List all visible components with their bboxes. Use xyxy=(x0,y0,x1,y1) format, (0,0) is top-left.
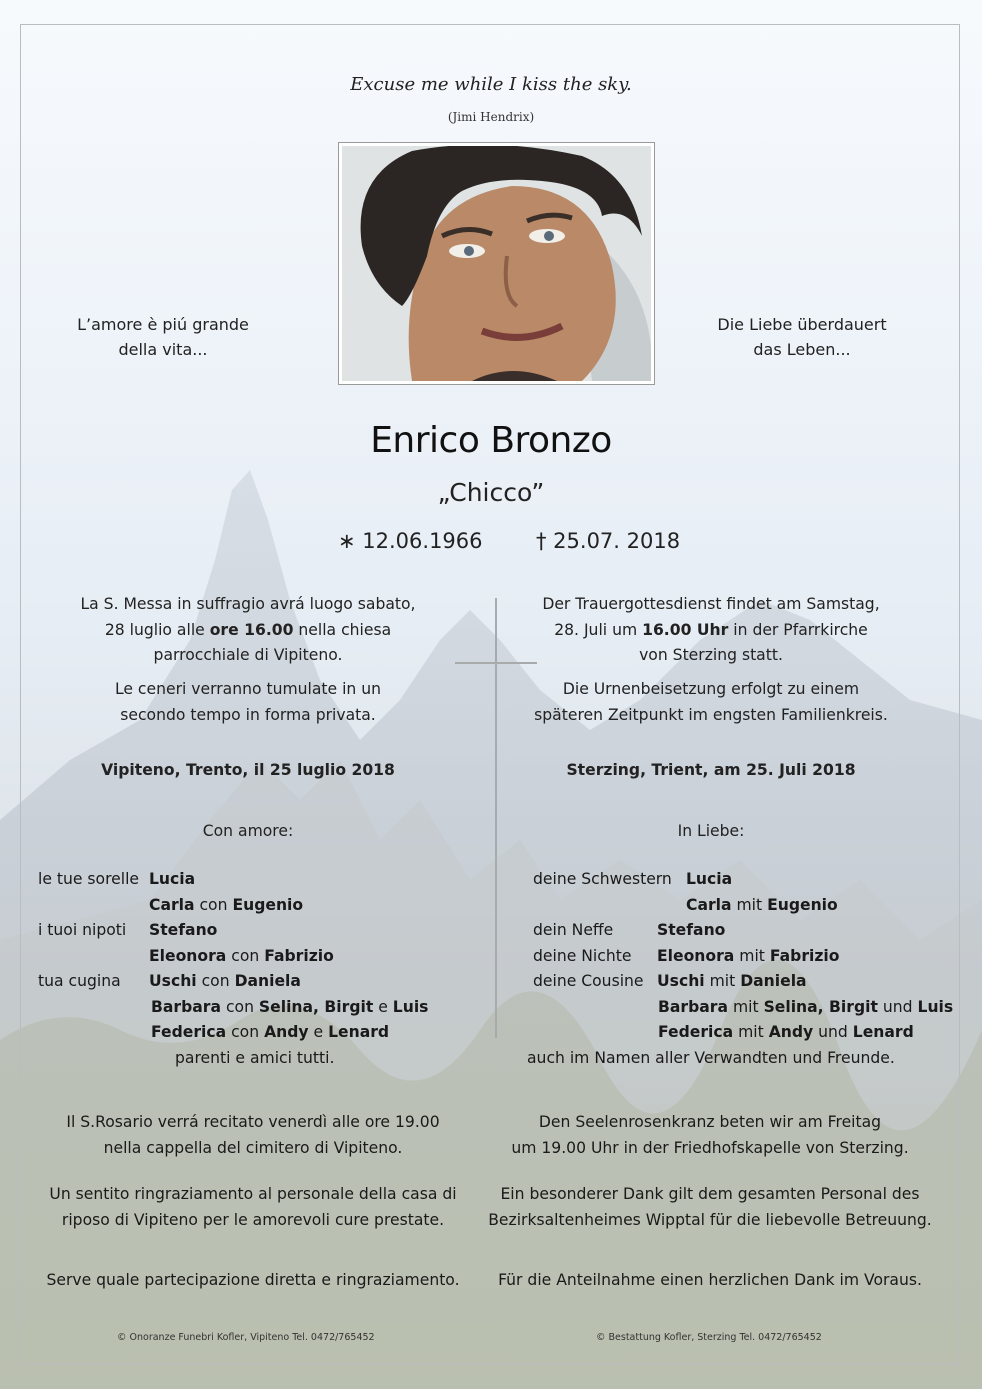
mass-line: 28 luglio alle ore 16.00 nella chiesa xyxy=(104,620,392,639)
family-relation-label: deine Cousine xyxy=(533,972,644,990)
mass-line: Der Trauergottesdienst findet am Samstag, xyxy=(542,595,880,613)
family-member-names: Stefano xyxy=(657,921,726,939)
family-member-names: Federica mit Andy und Lenard xyxy=(658,1023,914,1041)
family-relation-label: deine Schwestern xyxy=(533,870,672,888)
german-place-date: Sterzing, Trient, am 25. Juli 2018 xyxy=(566,761,856,779)
german-mass-info xyxy=(486,592,936,669)
ashes-line: späteren Zeitpunkt im engsten Familienkreis. xyxy=(534,705,888,724)
family-member-names: Eleonora mit Fabrizio xyxy=(657,946,840,965)
italian-side-quote-line: della vita... xyxy=(118,340,208,359)
family-member-names: Lucia xyxy=(686,870,733,888)
deceased-name: Enrico Bronzo xyxy=(370,420,612,461)
german-final-note: Für die Anteilnahme einen herzlichen Dank im Voraus. xyxy=(498,1271,922,1289)
german-side-quote-line: Die Liebe überdauert xyxy=(717,315,887,334)
italian-final-note: Serve quale partecipazione diretta e ringraziamento. xyxy=(46,1271,460,1289)
family-relation-label: tua cugina xyxy=(38,972,121,990)
epigraph-quote: Excuse me while I kiss the sky. xyxy=(350,74,632,95)
german-imprint: © Bestattung Kofler, Sterzing Tel. 0472/765452 xyxy=(596,1332,822,1343)
ashes-line: Le ceneri verranno tumulate in un xyxy=(114,680,382,698)
italian-mass-info xyxy=(23,592,473,669)
german-side-quote xyxy=(692,312,912,362)
mass-line: parrocchiale di Vipiteno. xyxy=(153,646,343,664)
german-closing: auch im Namen aller Verwandten und Freunde. xyxy=(527,1049,895,1067)
family-member-names: Carla con Eugenio xyxy=(149,895,304,914)
deceased-nickname: „Chicco” xyxy=(437,478,545,507)
epigraph-author: (Jimi Hendrix) xyxy=(447,110,535,124)
german-ashes-info xyxy=(486,677,936,728)
birth-date: ∗ 12.06.1966 xyxy=(338,529,483,553)
family-member-names: Carla mit Eugenio xyxy=(686,895,838,914)
family-relation-label: le tue sorelle xyxy=(38,870,140,888)
german-thanks: Ein besonderer Dank gilt dem gesamten Personal des Bezirksaltenheimes Wipptal für die liebevolle Betreuung. xyxy=(488,1185,932,1229)
mass-line: von Sterzing statt. xyxy=(639,646,783,664)
portrait-photo xyxy=(338,142,655,385)
german-greeting: In Liebe: xyxy=(677,822,745,840)
ashes-line: Die Urnenbeisetzung erfolgt zu einem xyxy=(562,680,860,698)
family-relation-label: dein Neffe xyxy=(533,921,614,939)
mass-line: La S. Messa in suffragio avrá luogo sabato, xyxy=(80,595,416,613)
family-member-names: Lucia xyxy=(149,870,196,888)
family-member-names: Barbara con Selina, Birgit e Luis xyxy=(151,997,429,1016)
italian-greeting: Con amore: xyxy=(202,822,294,840)
family-member-names: Stefano xyxy=(149,921,218,939)
italian-imprint: © Onoranze Funebri Kofler, Vipiteno Tel. 0472/765452 xyxy=(117,1332,375,1343)
german-rosary-info: Den Seelenrosenkranz beten wir am Freitag um 19.00 Uhr in der Friedhofskapelle von Sterzing. xyxy=(511,1113,909,1157)
family-member-names: Federica con Andy e Lenard xyxy=(151,1023,390,1041)
italian-thanks: Un sentito ringraziamento al personale della casa di riposo di Vipiteno per le amorevoli cure prestate. xyxy=(49,1185,457,1229)
family-relation-label: i tuoi nipoti xyxy=(38,921,127,939)
italian-rosary-info: Il S.Rosario verrá recitato venerdì alle ore 19.00 nella cappella del cimitero di Vipiteno. xyxy=(66,1113,440,1157)
italian-closing: parenti e amici tutti. xyxy=(175,1049,335,1067)
italian-side-quote-line: L’amore è piú grande xyxy=(77,315,249,334)
family-member-names: Eleonora con Fabrizio xyxy=(149,946,334,965)
german-side-quote-line: das Leben... xyxy=(753,340,851,359)
mass-line: 28. Juli um 16.00 Uhr in der Pfarrkirche xyxy=(554,620,868,639)
ashes-line: secondo tempo in forma privata. xyxy=(120,705,376,724)
family-member-names: Uschi con Daniela xyxy=(149,972,301,990)
italian-place-date: Vipiteno, Trento, il 25 luglio 2018 xyxy=(101,761,395,779)
family-relation-label: deine Nichte xyxy=(533,946,632,965)
family-member-names: Barbara mit Selina, Birgit und Luis xyxy=(658,997,954,1016)
italian-side-quote xyxy=(53,312,273,362)
italian-ashes-info xyxy=(23,677,473,728)
family-member-names: Uschi mit Daniela xyxy=(657,972,807,990)
death-date: † 25.07. 2018 xyxy=(536,529,681,553)
